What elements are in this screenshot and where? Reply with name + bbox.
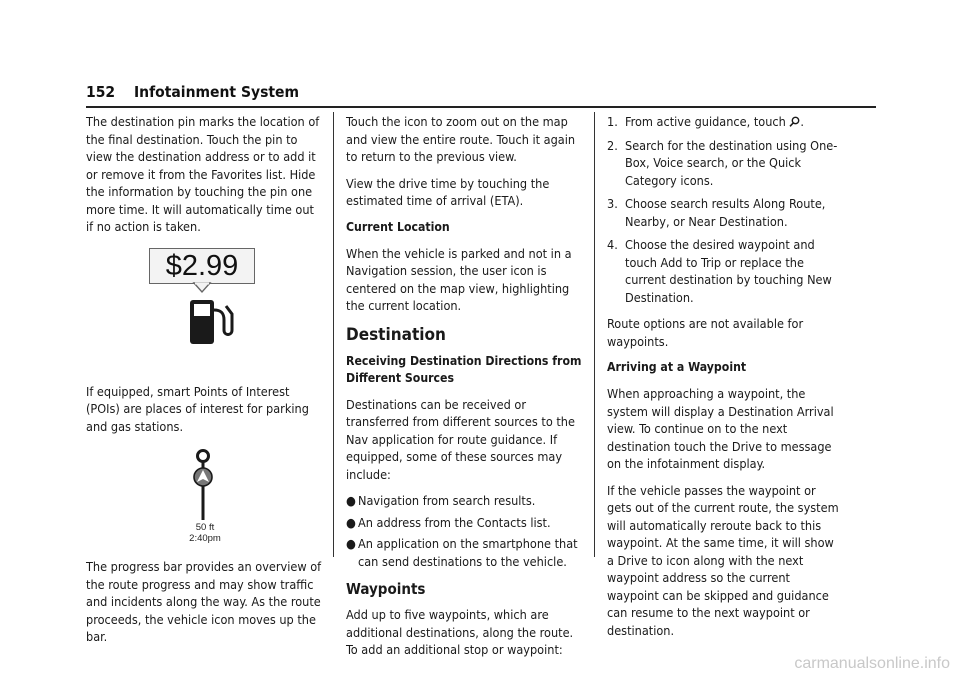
gas-station-icon	[86, 248, 324, 375]
watermark: carmanualsonline.info	[794, 655, 950, 672]
list-item: 4. Choose the desired waypoint and touch Add to Trip or replace the current destination by touching New Destination.	[607, 237, 832, 305]
heading-arriving-waypoint: Arriving at a Waypoint	[607, 360, 747, 374]
column-divider-1	[333, 112, 334, 557]
heading-receiving-directions: Receiving Destination Directions from Different Sources	[346, 353, 582, 385]
waypoint-steps	[607, 113, 843, 306]
paragraph-smart-poi: If equipped, smart Points of Interest (POIs) are places of interest for parking and gas stations.	[86, 383, 309, 434]
list-item: ● An address from the Contacts list.	[346, 514, 551, 530]
list-item: 2. Search for the destination using One-Box, Voice search, or the Quick Category icons.	[607, 137, 838, 188]
progress-time-label: 2:40pm	[189, 533, 221, 544]
paragraph-route-options: Route options are not available for waypoints.	[607, 316, 804, 349]
paragraph-waypoints: Add up to five waypoints, which are additional destinations, along the route. To add an additional stop or waypoint:	[346, 607, 574, 657]
destination-pin-icon	[198, 451, 209, 462]
page-header	[86, 83, 876, 107]
bullet-icon: ●	[346, 514, 356, 530]
sources-list	[346, 492, 582, 570]
paragraph-sources: Destinations can be received or transferred from different sources to the Nav application for route guidance. If equipped, some of these sources may include:	[346, 396, 575, 482]
list-item: ● An application on the smartphone that can send destinations to the vehicle.	[346, 536, 578, 569]
bullet-icon: ●	[346, 536, 356, 551]
paragraph-reroute: If the vehicle passes the waypoint or gets out of the current route, the system will automatically reroute back to this waypoint. At the same time, it will show a Drive to icon along with the next waypoint address so the current waypoint can be skipped and guidance can resume to the next waypoint or destination.	[607, 482, 839, 638]
column-3	[607, 113, 843, 648]
page-number: 152	[86, 83, 116, 101]
column-1	[86, 113, 324, 655]
figure-gas-price-poi	[86, 248, 324, 375]
list-item: 1. From active guidance, touch .	[607, 114, 805, 129]
search-icon	[789, 116, 800, 127]
gas-price-label: $2.99	[149, 248, 255, 284]
column-divider-2	[594, 112, 595, 557]
paragraph-eta: View the drive time by touching the estimated time of arrival (ETA).	[346, 175, 550, 208]
paragraph-progress-bar: The progress bar provides an overview of the route progress and may show traffic and incidents along the way. As the route proceeds, the vehicle icon moves up the bar.	[86, 559, 322, 644]
header-rule	[86, 106, 876, 108]
paragraph-arrival-view: When approaching a waypoint, the system will display a Destination Arrival view. To continue on to the next destination touch the Drive to message on the infotainment display.	[607, 386, 834, 471]
bullet-icon: ●	[346, 493, 356, 508]
heading-current-location: Current Location	[346, 219, 450, 234]
heading-waypoints: Waypoints	[346, 580, 426, 598]
page-header-title: Infotainment System	[133, 83, 300, 101]
column-2	[346, 113, 582, 668]
paragraph-destination-pin: The destination pin marks the location of the final destination. Touch the pin to view the destination address or to add it or remove it from the Favorites list. Hide the information by touching the pin one more time. It will automatically time out if no action is taken.	[86, 114, 320, 234]
list-item: 3. Choose search results Along Route, Nearby, or Near Destination.	[607, 196, 826, 229]
paragraph-current-location: When the vehicle is parked and not in a Navigation session, the user icon is centered on the map view, highlighting the current location.	[346, 245, 572, 313]
heading-destination: Destination	[346, 324, 446, 345]
figure-progress-bar	[86, 447, 324, 550]
paragraph-zoom-out: Touch the icon to zoom out on the map and view the entire route. Touch it again to return to the previous view.	[346, 114, 576, 164]
list-item: ● Navigation from search results.	[346, 493, 536, 508]
progress-distance-label: 50 ft	[195, 522, 215, 533]
